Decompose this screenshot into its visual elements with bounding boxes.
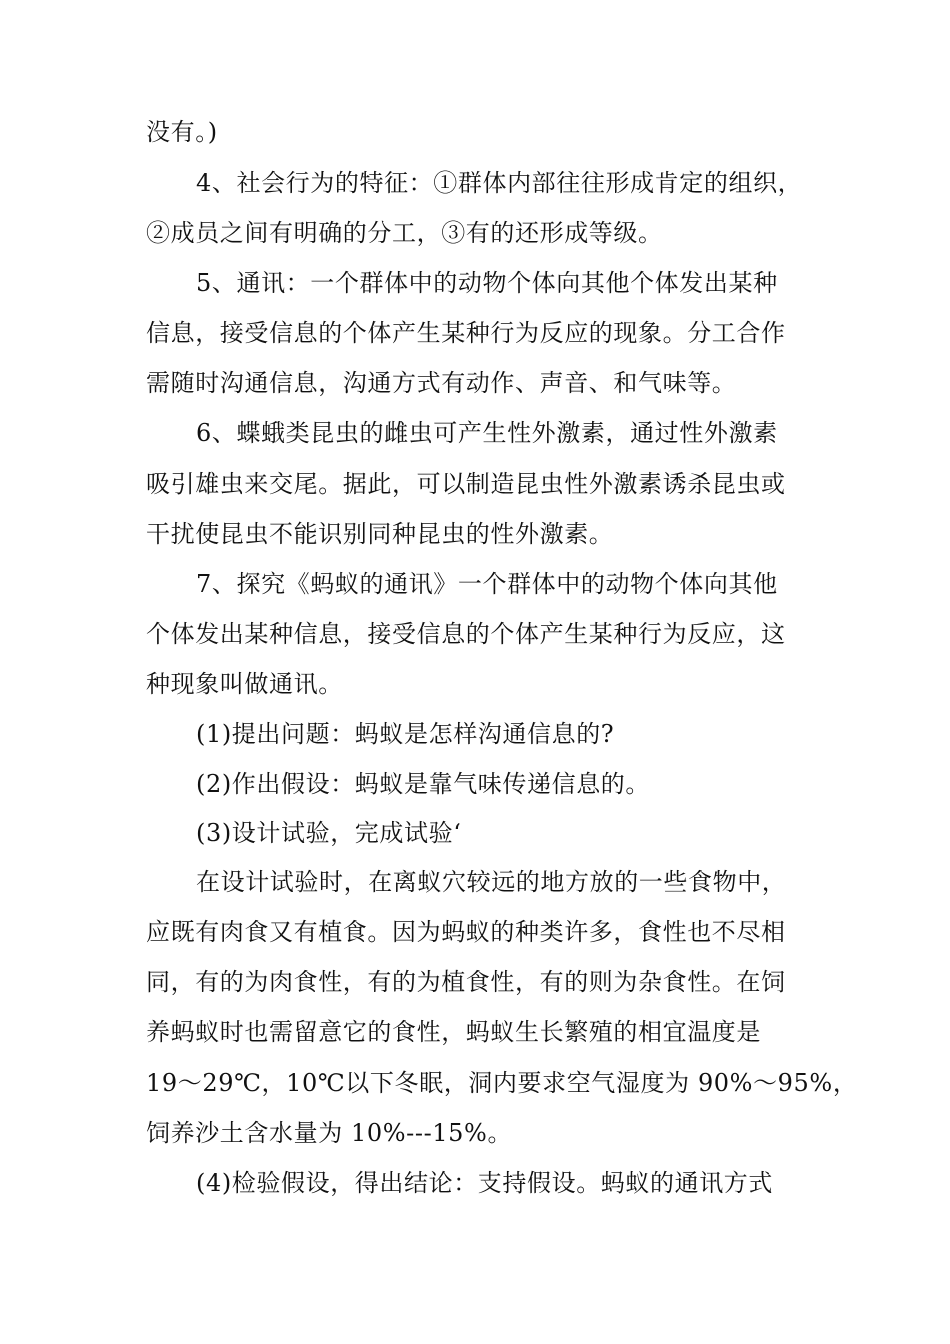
text-line: 吸引雄虫来交尾。据此，可以制造昆虫性外激素诱杀昆虫或 bbox=[146, 470, 786, 498]
text-line: 需随时沟通信息，沟通方式有动作、声音、和气味等。 bbox=[146, 369, 737, 397]
text-line: 干扰使昆虫不能识别同种昆虫的性外激素。 bbox=[146, 520, 614, 548]
text-line: ②成员之间有明确的分工，③有的还形成等级。 bbox=[146, 219, 663, 247]
text-line: 信息，接受信息的个体产生某种行为反应的现象。分工合作 bbox=[146, 319, 786, 347]
text-line: 没有。) bbox=[146, 118, 218, 146]
text-line: 同，有的为肉食性，有的为植食性，有的则为杂食性。在饲 bbox=[146, 968, 786, 996]
text-line: 7、探究《蚂蚁的通讯》一个群体中的动物个体向其他 bbox=[196, 570, 778, 598]
text-line: 6、蝶蛾类昆虫的雌虫可产生性外激素，通过性外激素 bbox=[196, 419, 778, 447]
text-line: (4)检验假设，得出结论：支持假设。蚂蚁的通讯方式 bbox=[196, 1169, 773, 1197]
text-line: 4、社会行为的特征：①群体内部往往形成肯定的组织， bbox=[196, 169, 803, 197]
text-line: 应既有肉食又有植食。因为蚂蚁的种类许多，食性也不尽相 bbox=[146, 918, 786, 946]
text-line: 饲养沙土含水量为 10%---15%。 bbox=[146, 1119, 513, 1147]
text-line: (2)作出假设：蚂蚁是靠气味传递信息的。 bbox=[196, 770, 650, 798]
text-line: (1)提出问题：蚂蚁是怎样沟通信息的? bbox=[196, 720, 615, 748]
text-line: (3)设计试验，完成试验‘ bbox=[196, 819, 462, 847]
text-line: 个体发出某种信息，接受信息的个体产生某种行为反应，这 bbox=[146, 620, 786, 648]
text-line: 养蚂蚁时也需留意它的食性，蚂蚁生长繁殖的相宜温度是 bbox=[146, 1018, 761, 1046]
text-line: 19～29℃，10℃以下冬眠，洞内要求空气湿度为 90%～95%， bbox=[146, 1069, 858, 1097]
text-line: 在设计试验时，在离蚁穴较远的地方放的一些食物中， bbox=[196, 868, 787, 896]
text-line: 种现象叫做通讯。 bbox=[146, 670, 343, 698]
text-line: 5、通讯：一个群体中的动物个体向其他个体发出某种 bbox=[196, 269, 778, 297]
